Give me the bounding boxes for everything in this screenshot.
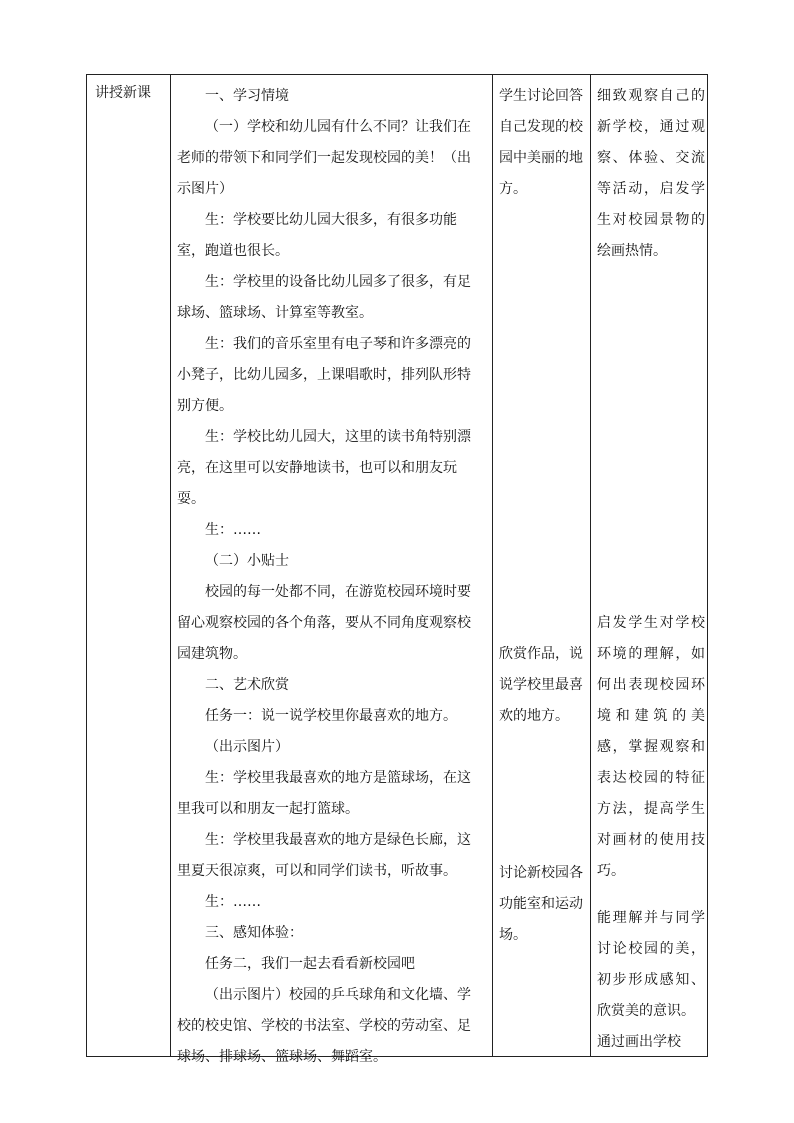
- design-intent: 通过画出学校: [597, 1034, 681, 1050]
- paragraph: （出示图片）: [205, 739, 289, 755]
- paragraph: 生：学校要比幼儿园大很多，有很多功能室，跑道也很长。: [177, 212, 457, 259]
- teacher-activity-cell: [170, 75, 492, 1065]
- section-heading: 一、学习情境: [205, 88, 289, 104]
- paragraph: 任务一：说一说学校里你最喜欢的地方。: [205, 708, 457, 724]
- design-intent: 能理解并与同学讨论校园的美，初步形成感知、欣赏美的意识。: [597, 910, 705, 1019]
- section-heading: 二、艺术欣赏: [205, 677, 289, 693]
- row-label-cell: [87, 75, 170, 1056]
- paragraph: 生：……: [205, 522, 261, 538]
- student-activity-cell: [492, 75, 590, 1056]
- design-intent: 细致观察自己的新学校，通过观察、体验、交流等活动，启发学生对校园景物的绘画热情。: [597, 88, 705, 259]
- design-intent-cell: [590, 75, 709, 1056]
- paragraph: 生：我们的音乐室里有电子琴和许多漂亮的小凳子，比幼儿园多，上课唱歌时，排列队形特别方便。: [177, 336, 471, 414]
- student-activity: 学生讨论回答自己发现的校园中美丽的地方。: [499, 88, 583, 197]
- student-activity: 讨论新校园各功能室和运动场。: [499, 865, 583, 943]
- paragraph: （出示图片）校园的乒乓球角和文化墙、学校的校史馆、学校的书法室、学校的劳动室、足球场、排球场、篮球场、舞蹈室。: [177, 987, 471, 1065]
- section-heading: （二）小贴士: [205, 553, 289, 569]
- paragraph: 生：学校比幼儿园大，这里的读书角特别漂亮，在这里可以安静地读书，也可以和朋友玩耍。: [177, 429, 471, 507]
- paragraph: 生：学校里我最喜欢的地方是篮球场，在这里我可以和朋友一起打篮球。: [177, 770, 471, 817]
- paragraph: （一）学校和幼儿园有什么不同？让我们在老师的带领下和同学们一起发现校园的美！（出示图片）: [177, 119, 471, 197]
- paragraph: 生：……: [205, 894, 261, 910]
- lesson-table: [86, 74, 708, 1065]
- paragraph: 生：学校里我最喜欢的地方是绿色长廊，这里夏天很凉爽，可以和同学们读书，听故事。: [177, 832, 471, 879]
- paragraph: 校园的每一处都不同，在游览校园环境时要留心观察校园的各个角落，要从不同角度观察校园建筑物。: [177, 584, 471, 662]
- paragraph: 任务二，我们一起去看看新校园吧: [205, 956, 415, 972]
- paragraph: 生：学校里的设备比幼儿园多了很多，有足球场、篮球场、计算室等教室。: [177, 274, 471, 321]
- student-activity: 欣赏作品，说说学校里最喜欢的地方。: [499, 646, 583, 724]
- row-label: 讲授新课: [95, 85, 151, 101]
- section-heading: 三、感知体验：: [205, 925, 303, 941]
- design-intent: 启发学生对学校环境的理解，如何出表现校园环境和建筑的美感，掌握观察和表达校园的特征方法，提高学生对画材的使用技巧。: [597, 615, 705, 879]
